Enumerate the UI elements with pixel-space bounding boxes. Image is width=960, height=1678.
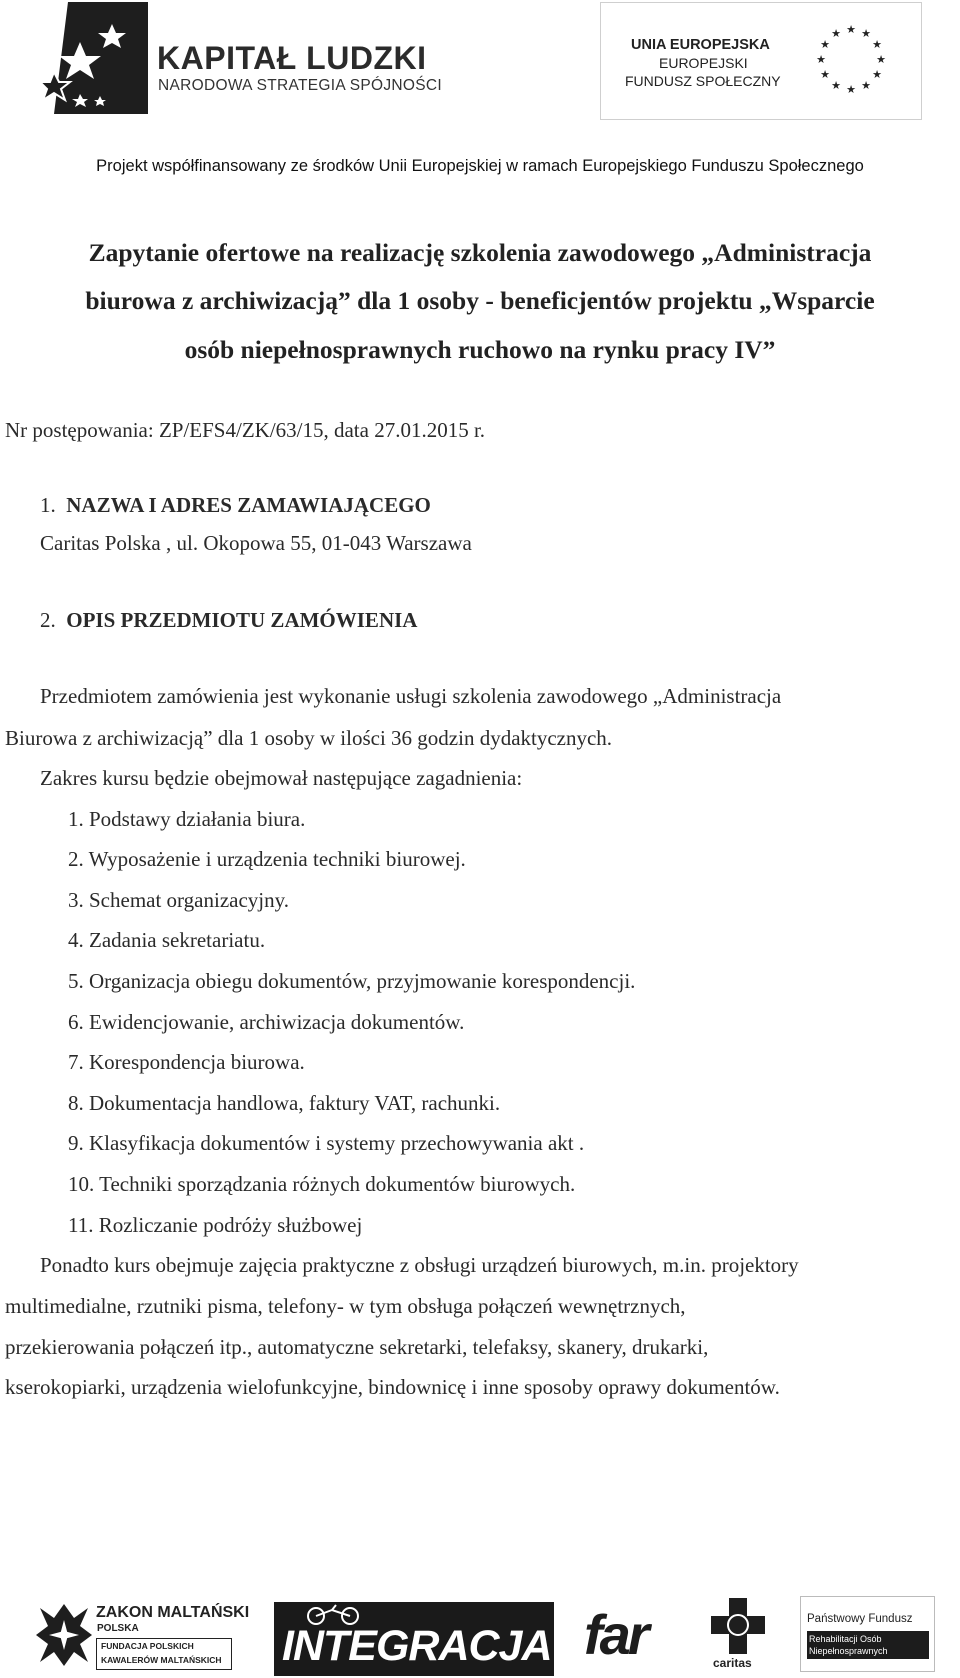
document-title-line1: Zapytanie ofertowe na realizację szkolenia zawodowego „Administracja <box>88 238 872 267</box>
section2-extra-line2: multimedialne, rzutniki pisma, telefony- w tym obsługa połączeń wewnętrznych, <box>5 1294 686 1318</box>
maltese-cross-icon <box>36 1600 92 1670</box>
svg-text:★: ★ <box>846 23 856 36</box>
svg-text:★: ★ <box>861 79 871 92</box>
caritas-logo <box>705 1596 771 1676</box>
section2-intro-line2: Biurowa z archiwizacją” dla 1 osoby w ilości 36 godzin dydaktycznych. <box>5 726 613 750</box>
list-item: 6. Ewidencjowanie, archiwizacja dokumentów. <box>68 1010 465 1034</box>
svg-text:★: ★ <box>872 68 882 81</box>
list-item: 2. Wyposażenie i urządzenia techniki biurowej. <box>68 847 466 871</box>
section2-extra-line3: przekierowania połączeń itp., automatyczne sekretarki, telefaksy, skanery, drukarki, <box>5 1335 709 1359</box>
section2-number: 2. <box>40 608 56 632</box>
svg-text:★: ★ <box>872 38 882 51</box>
document-title-line2: biurowa z archiwizacją” dla 1 osoby - beneficjentów projektu „Wsparcie <box>85 286 875 315</box>
list-item: 9. Klasyfikacja dokumentów i systemy przechowywania akt . <box>68 1131 585 1155</box>
list-item: 8. Dokumentacja handlowa, faktury VAT, rachunki. <box>68 1091 501 1115</box>
section2-intro-line1: Przedmiotem zamówienia jest wykonanie usługi szkolenia zawodowego „Administracja <box>40 684 782 708</box>
integracja-logo <box>274 1602 554 1676</box>
cofinancing-note: Projekt współfinansowany ze środków Unii Europejskiej w ramach Europejskiego Funduszu Społecznego <box>96 157 864 175</box>
svg-text:★: ★ <box>816 53 826 66</box>
section2-heading <box>40 608 417 633</box>
document-title-line3: osób niepełnosprawnych ruchowo na rynku pracy IV” <box>184 335 776 364</box>
svg-text:★: ★ <box>820 68 830 81</box>
list-item: 10. Techniki sporządzania różnych dokumentów biurowych. <box>68 1172 576 1196</box>
kapital-ludzki-subtitle: NARODOWA STRATEGIA SPÓJNOŚCI <box>158 77 442 94</box>
pfron-box <box>807 1631 929 1659</box>
list-item: 3. Schemat organizacyjny. <box>68 888 290 912</box>
far-logo <box>580 1596 675 1676</box>
zakon-maltanski-country: POLSKA <box>97 1623 139 1634</box>
svg-text:★: ★ <box>820 38 830 51</box>
caritas-cross-icon <box>711 1598 765 1654</box>
svg-text:★: ★ <box>846 83 856 96</box>
far-wordmark: far <box>584 1603 647 1666</box>
svg-text:★: ★ <box>831 79 841 92</box>
svg-text:★: ★ <box>876 53 886 66</box>
kapital-ludzki-logo <box>40 2 450 122</box>
list-item: 11. Rozliczanie podróży służbowej <box>68 1213 363 1237</box>
section1-heading <box>40 493 431 518</box>
caritas-wordmark: caritas <box>713 1656 752 1670</box>
list-item: 1. Podstawy działania biura. <box>68 807 306 831</box>
list-item: 5. Organizacja obiegu dokumentów, przyjmowanie korespondencji. <box>68 969 636 993</box>
section2-extra-line4: kserokopiarki, urządzenia wielofunkcyjne, bindownicę i inne sposoby oprawy dokumentów. <box>5 1375 780 1399</box>
fundacja-box <box>96 1638 232 1670</box>
list-item: 4. Zadania sekretariatu. <box>68 928 266 952</box>
pfron-line2: Rehabilitacji Osób <box>809 1634 882 1644</box>
kapital-ludzki-emblem-icon <box>40 2 150 120</box>
pfron-line1: Państwowy Fundusz <box>807 1613 913 1625</box>
eu-logo-line2: EUROPEJSKI <box>659 55 748 71</box>
section2-extra-line1: Ponadto kurs obejmuje zajęcia praktyczne z obsługi urządzeń biurowych, m.in. projektory <box>40 1253 799 1277</box>
eu-logo <box>600 2 922 120</box>
reference-number: Nr postępowania: ZP/EFS4/ZK/63/15, data 27.01.2015 r. <box>5 418 486 442</box>
section2-title: OPIS PRZEDMIOTU ZAMÓWIENIA <box>66 608 418 632</box>
eu-logo-line1: UNIA EUROPEJSKA <box>631 37 770 53</box>
fundacja-line1: FUNDACJA POLSKICH <box>101 1641 194 1651</box>
eu-stars-icon <box>804 23 899 99</box>
kapital-ludzki-title: KAPITAŁ LUDZKI <box>157 40 427 76</box>
section1-title: NAZWA I ADRES ZAMAWIAJĄCEGO <box>66 493 431 517</box>
eu-logo-line3: FUNDUSZ SPOŁECZNY <box>625 73 781 89</box>
zakon-maltanski-title: ZAKON MALTAŃSKI <box>96 1604 250 1621</box>
section1-number: 1. <box>40 493 56 517</box>
pfron-line3: Niepełnosprawnych <box>809 1646 888 1656</box>
list-item: 7. Korespondencja biurowa. <box>68 1050 305 1074</box>
integracja-wordmark: INTEGRACJA <box>282 1622 552 1670</box>
svg-text:★: ★ <box>861 27 871 40</box>
svg-text:★: ★ <box>831 27 841 40</box>
fundacja-line2: KAWALERÓW MALTAŃSKICH <box>101 1655 222 1665</box>
zakon-maltanski-logo <box>36 1596 266 1676</box>
pfron-logo <box>800 1596 935 1672</box>
section1-address: Caritas Polska , ul. Okopowa 55, 01-043 Warszawa <box>40 531 472 555</box>
section2-scope: Zakres kursu będzie obejmował następujące zagadnienia: <box>40 766 523 790</box>
